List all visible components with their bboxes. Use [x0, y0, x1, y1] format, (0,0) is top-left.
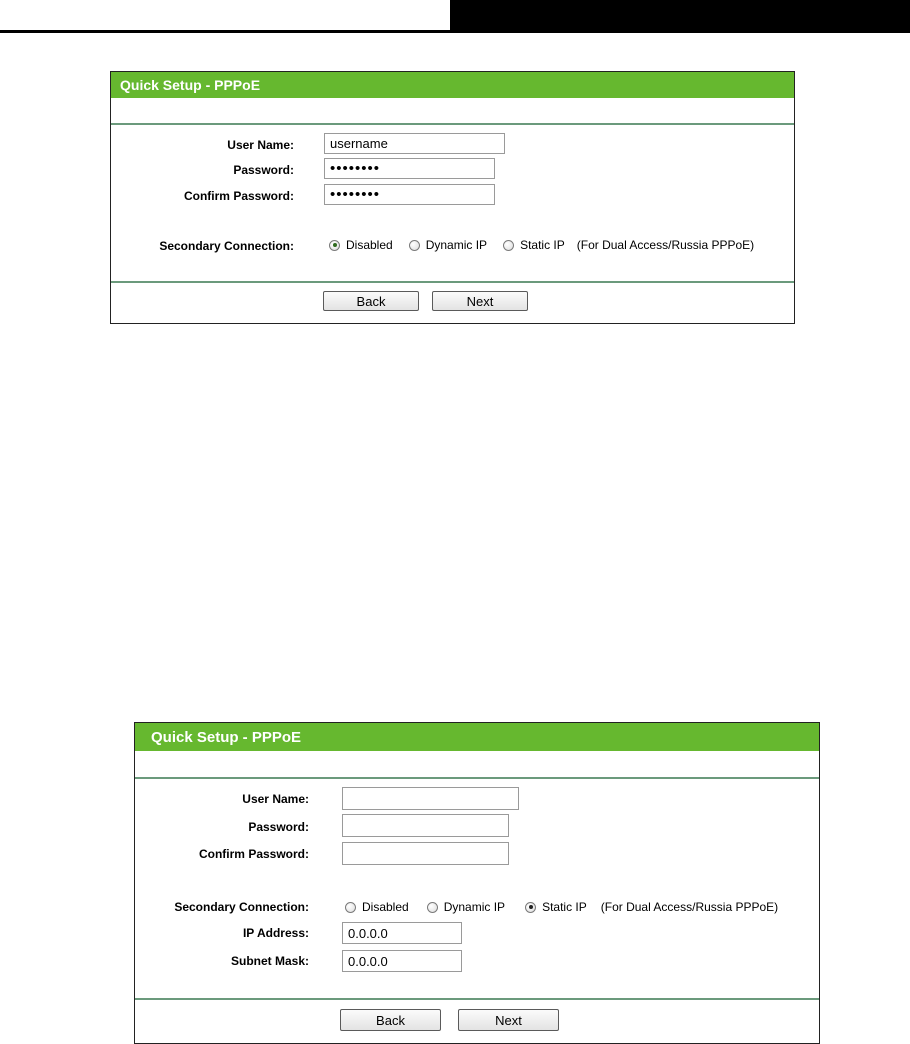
footer-separator [135, 998, 819, 1000]
header-separator [135, 777, 819, 779]
secondary-connection-label: Secondary Connection: [174, 900, 309, 914]
header-separator [111, 123, 794, 125]
confirm-password-label: Confirm Password: [183, 189, 294, 203]
subnet-mask-input[interactable] [342, 950, 462, 972]
password-input[interactable] [342, 814, 509, 837]
quick-setup-panel-1 [110, 71, 795, 324]
option-disabled-label: Disabled [362, 900, 409, 914]
option-dynamic-ip-label: Dynamic IP [425, 238, 488, 252]
username-label: User Name: [227, 138, 294, 152]
panel-title: Quick Setup - PPPoE [111, 72, 794, 98]
secondary-connection-label: Secondary Connection: [159, 239, 294, 253]
secondary-connection-options [329, 238, 754, 252]
radio-disabled[interactable] [345, 902, 356, 913]
footer-separator [111, 281, 794, 283]
confirm-password-input[interactable] [324, 184, 495, 205]
password-label: Password: [233, 163, 294, 177]
radio-static-ip[interactable] [525, 902, 536, 913]
next-button[interactable]: Next [458, 1009, 559, 1031]
secondary-connection-options [345, 900, 778, 914]
option-static-ip-label: Static IP [520, 238, 565, 252]
username-input[interactable] [342, 787, 519, 810]
dual-access-note: (For Dual Access/Russia PPPoE) [600, 900, 779, 914]
page-header-rule [0, 30, 450, 33]
password-input[interactable] [324, 158, 495, 179]
confirm-password-label: Confirm Password: [198, 847, 309, 861]
page-header-block [450, 0, 910, 33]
radio-dynamic-ip[interactable] [427, 902, 438, 913]
option-static-ip-label: Static IP [542, 900, 587, 914]
username-label: User Name: [242, 792, 309, 806]
password-label: Password: [248, 820, 309, 834]
radio-dynamic-ip[interactable] [409, 240, 420, 251]
ip-address-input[interactable] [342, 922, 462, 944]
option-disabled-label: Disabled [346, 238, 393, 252]
option-dynamic-ip-label: Dynamic IP [443, 900, 506, 914]
panel-title: Quick Setup - PPPoE [135, 723, 819, 751]
confirm-password-input[interactable] [342, 842, 509, 865]
radio-static-ip[interactable] [503, 240, 514, 251]
ip-address-label: IP Address: [242, 926, 309, 940]
subnet-mask-label: Subnet Mask: [230, 954, 309, 968]
dual-access-note: (For Dual Access/Russia PPPoE) [576, 238, 755, 252]
radio-disabled[interactable] [329, 240, 340, 251]
back-button[interactable]: Back [340, 1009, 441, 1031]
quick-setup-panel-2 [134, 722, 820, 1044]
back-button[interactable]: Back [323, 291, 419, 311]
username-input[interactable] [324, 133, 505, 154]
next-button[interactable]: Next [432, 291, 528, 311]
